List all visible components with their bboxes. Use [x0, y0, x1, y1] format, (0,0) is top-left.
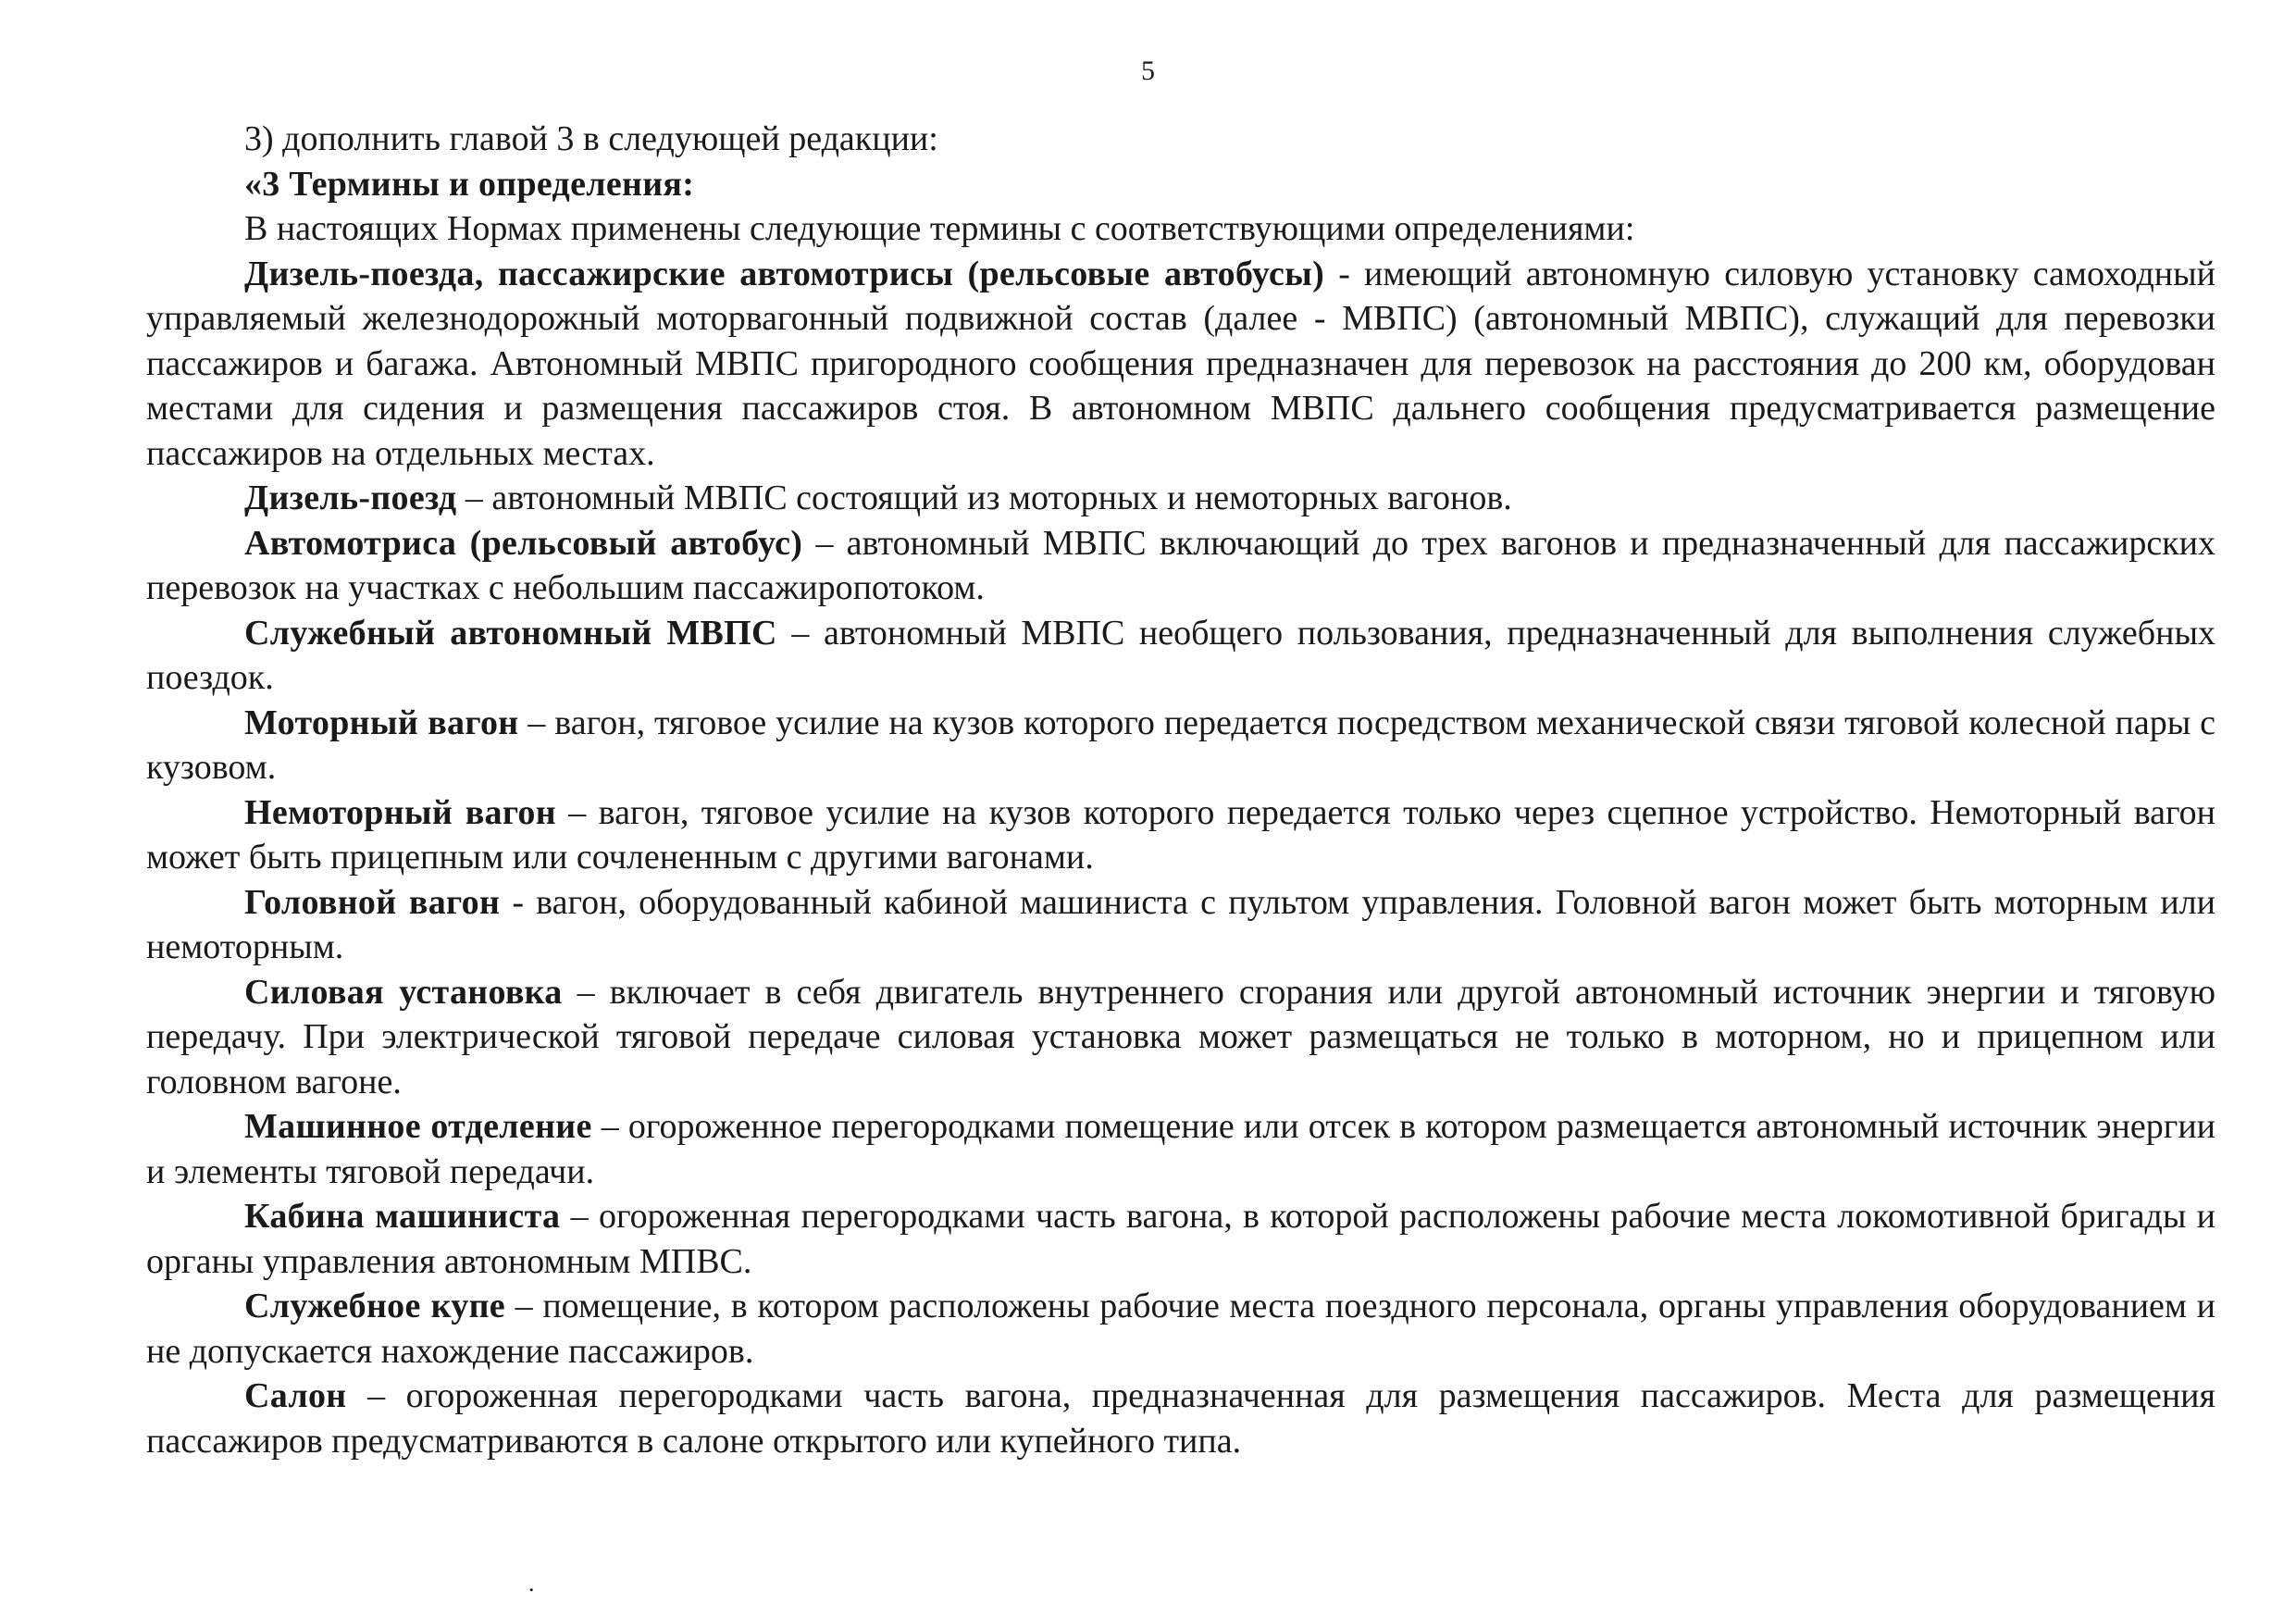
term-definition: – огороженное перегородками помещение или отсек в котором размещается автономный источник энергии и элементы тяговой передачи. [146, 1107, 2215, 1191]
term-definition: – вагон, тяговое усилие на кузов которого передается посредством механической связи тяговой колесной пары с кузовом. [146, 703, 2216, 787]
term-definition: – автономный МВПС включающий до трех вагонов и предназначенный для пассажирских перевозок на участках с небольшим пассажиропотоком. [146, 523, 2215, 607]
term-entry [146, 880, 2215, 970]
term-entry [146, 252, 2215, 477]
amendment-item: 3) дополнить главой 3 в следующей редакции: [244, 119, 938, 158]
term-entry [146, 970, 2215, 1105]
term-name: Силовая установка [244, 972, 563, 1012]
term-name: Машинное отделение [244, 1107, 592, 1146]
page-number: 5 [1141, 56, 1155, 86]
term-entry [146, 1374, 2215, 1463]
term-name: Служебный автономный МВПС [244, 613, 777, 653]
term-name: Дизель-поезд [244, 479, 457, 517]
term-name: Дизель-поезда, пассажирские автомотрисы (рельсовые автобусы) [244, 254, 1325, 293]
term-entry [146, 701, 2215, 790]
term-definition: – автономный МВПС необщего пользования, предназначенный для выполнения служебных поездок. [146, 613, 2215, 697]
term-entry [146, 790, 2215, 880]
term-name: Немоторный вагон [244, 792, 556, 832]
footer-dot: . [528, 1570, 535, 1597]
term-entry [146, 476, 2215, 521]
term-name: Служебное купе [244, 1287, 505, 1325]
term-name: Моторный вагон [244, 703, 519, 742]
term-name: Кабина машиниста [244, 1197, 561, 1236]
term-name: Автомотриса (рельсовый автобус) [244, 523, 803, 563]
chapter-title: «3 Термины и определения: [244, 164, 695, 204]
term-definition: - вагон, оборудованный кабиной машиниста с пультом управления. Головной вагон может быть моторным или немоторным. [146, 882, 2215, 966]
term-entry [146, 1194, 2215, 1284]
term-definition: - имеющий автономную силовую установку самоходный управляемый железнодорожный моторвагонный подвижной состав (далее - МВПС) (автономный МВПС), служащий для перевозки пассажиров и багажа. Автономный МВПС пригородного сообщения предназначен для перевозок на расстояния до 200 км, оборудован местами для сидения и размещения пассажиров стоя. В автономном МВПС дальнего сообщения предусматривается размещение пассажиров на отдельных местах. [146, 254, 2215, 473]
term-definition: – огороженная перегородками часть вагона, предназначенная для размещения пассажиров. Места для размещения пассажиров предусматриваются в салоне открытого или купейного типа. [146, 1376, 2215, 1461]
term-definition: – вагон, тяговое усилие на кузов которого передается только через сцепное устройство. Немоторный вагон может быть прицепным или сочлененным с другими вагонами. [146, 792, 2215, 877]
document-body [146, 117, 2215, 1463]
terms-intro: В настоящих Нормах применены следующие термины с соответствующими определениями: [244, 209, 1635, 248]
term-definition: – включает в себя двигатель внутреннего сгорания или другой автономный источник энергии и тяговую передачу. При электрической тяговой передаче силовая установка может размещаться не только в моторном, но и прицепном или головном вагоне. [146, 972, 2215, 1101]
term-entry [146, 1104, 2215, 1194]
term-definition: – огороженная перегородками часть вагона, в которой расположены рабочие места локомотивной бригады и органы управления автономным МПВС. [146, 1197, 2216, 1281]
term-name: Салон [244, 1376, 347, 1415]
term-entry [146, 1284, 2215, 1374]
term-entry [146, 611, 2215, 701]
term-entry [146, 521, 2215, 611]
term-definition: – помещение, в котором расположены рабочие места поездного персонала, органы управления оборудованием и не допускается нахождение пассажиров. [146, 1287, 2215, 1371]
term-name: Головной вагон [244, 882, 501, 922]
term-definition: – автономный МВПС состоящий из моторных и немоторных вагонов. [456, 479, 1512, 517]
